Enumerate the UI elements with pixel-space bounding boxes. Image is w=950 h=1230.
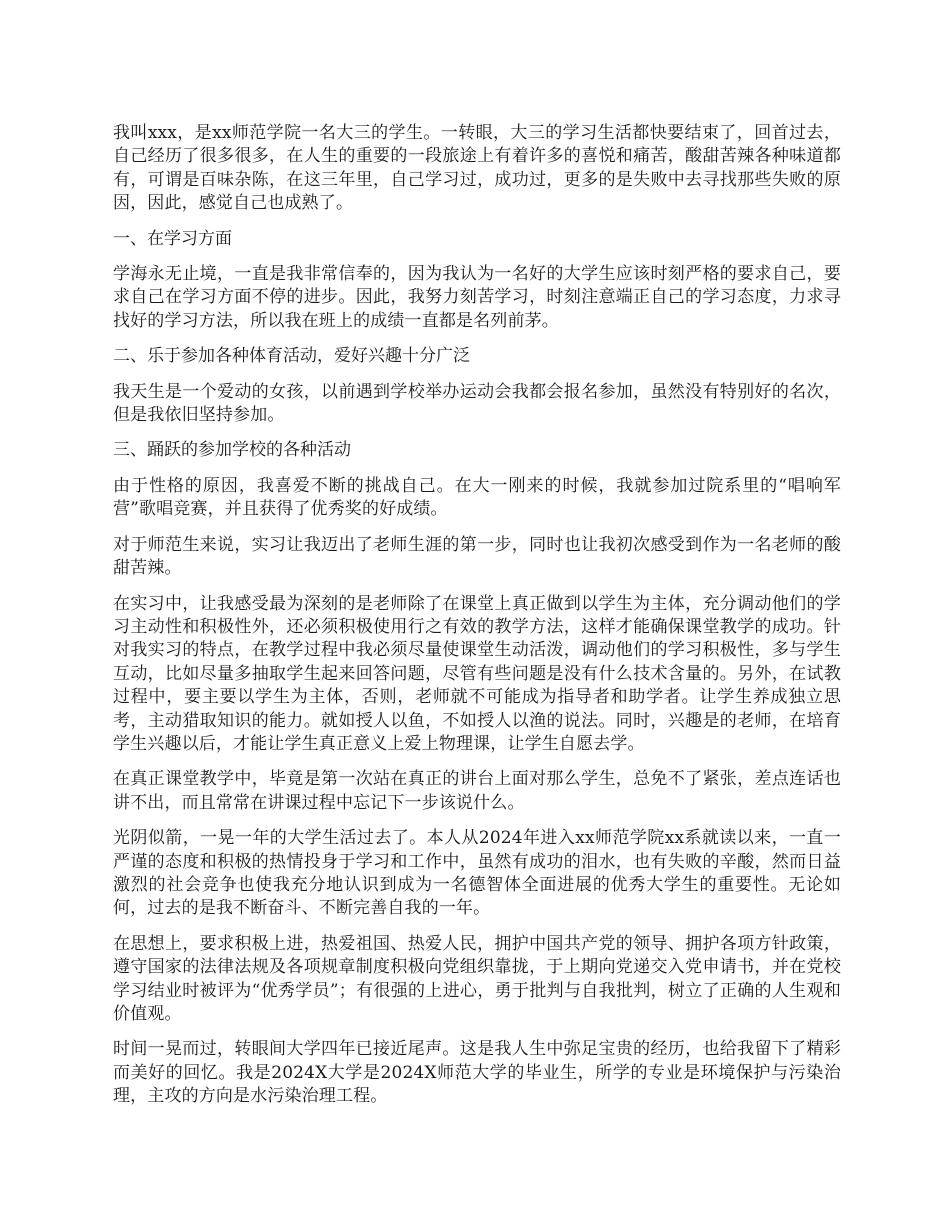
- paragraph-intro: 我叫xxx，是xx师范学院一名大三的学生。一转眼，大三的学习生活都快要结束了，回首过去，自己经历了很多很多，在人生的重要的一段旅途上有着许多的喜悦和痛苦，酸甜苦辣各种味道都有，可谓是百味杂陈，在这三年里，自己学习过，成功过，更多的是失败中去寻找那些失败的原因，因此，感觉自己也成熟了。: [113, 123, 841, 214]
- paragraph-ideology: 在思想上，要求积极上进，热爱祖国、热爱人民，拥护中国共产党的领导、拥护各项方针政策，遵守国家的法律法规及各项规章制度积极向党组织靠拢，于上期向党递交入党申请书，并在党校学习结业时被评为“优秀学员”；有很强的上进心，勇于批判与自我批判，树立了正确的人生观和价值观。: [113, 933, 841, 1024]
- section-heading-sports: 二、乐于参加各种体育活动，爱好兴趣十分广泛: [113, 346, 470, 367]
- paragraph-internship-detail: 在实习中，让我感受最为深刻的是老师除了在课堂上真正做到以学生为主体，充分调动他们的学习主动性和积极性外，还必须积极使用行之有效的教学方法，这样才能确保课堂教学的成功。针对我实习的特点，在教学过程中我必须尽量使课堂生动活泼，调动他们的学习积极性，多与学生互动，比如尽量多抽取学生起来回答问题，尽管有些问题是没有什么技术含量的。另外，在试教过程中，要主要以学生为主体，否则，老师就不可能成为指导者和助学者。让学生养成独立思考，主动猎取知识的能力。就如授人以鱼，不如授人以渔的说法。同时，兴趣是的老师，在培育学生兴趣以后，才能让学生真正意义上爱上物理课，让学生自愿去学。: [113, 593, 841, 754]
- paragraph-sports: 我天生是一个爱动的女孩，以前遇到学校举办运动会我都会报名参加，虽然没有特别好的名次，但是我依旧坚持参加。: [113, 381, 841, 426]
- paragraph-study: 学海永无止境，一直是我非常信奉的，因为我认为一名好的大学生应该时刻严格的要求自己，要求自己在学习方面不停的进步。因此，我努力刻苦学习，时刻注意端正自己的学习态度，力求寻找好的学习方法，所以我在班上的成绩一直都是名列前茅。: [113, 264, 841, 331]
- paragraph-classroom: 在真正课堂教学中，毕竟是第一次站在真正的讲台上面对那么学生，总免不了紧张，差点连话也讲不出，而且常常在讲课过程中忘记下一步该说什么。: [113, 769, 841, 813]
- paragraph-activities: 由于性格的原因，我喜爱不断的挑战自己。在大一刚来的时候，我就参加过院系里的“唱响军营”歌唱竞赛，并且获得了优秀奖的好成绩。: [113, 475, 841, 520]
- paragraph-internship-intro: 对于师范生来说，实习让我迈出了老师生涯的第一步，同时也让我初次感受到作为一名老师的酸甜苦辣。: [113, 534, 841, 579]
- document-body: [113, 122, 841, 1121]
- paragraph-conclusion: 时间一晃而过，转眼间大学四年已接近尾声。这是我人生中弥足宝贵的经历，也给我留下了精彩而美好的回忆。我是2024X大学是2024X师范大学的毕业生，所学的专业是环境保护与污染治理，主攻的方向是水污染治理工程。: [113, 1039, 841, 1107]
- section-heading-activities: 三、踊跃的参加学校的各种活动: [113, 440, 351, 461]
- section-heading-study: 一、在学习方面: [113, 228, 232, 249]
- paragraph-year-review: 光阴似箭，一晃一年的大学生活过去了。本人从2024年进入xx师范学院xx系就读以来，一直一严谨的态度和积极的热情投身于学习和工作中，虽然有成功的泪水，也有失败的辛酸，然而日益激烈的社会竞争也使我充分地认识到成为一名德智体全面进展的优秀大学生的重要性。无论如何，过去的是我不断奋斗、不断完善自我的一年。: [113, 828, 841, 919]
